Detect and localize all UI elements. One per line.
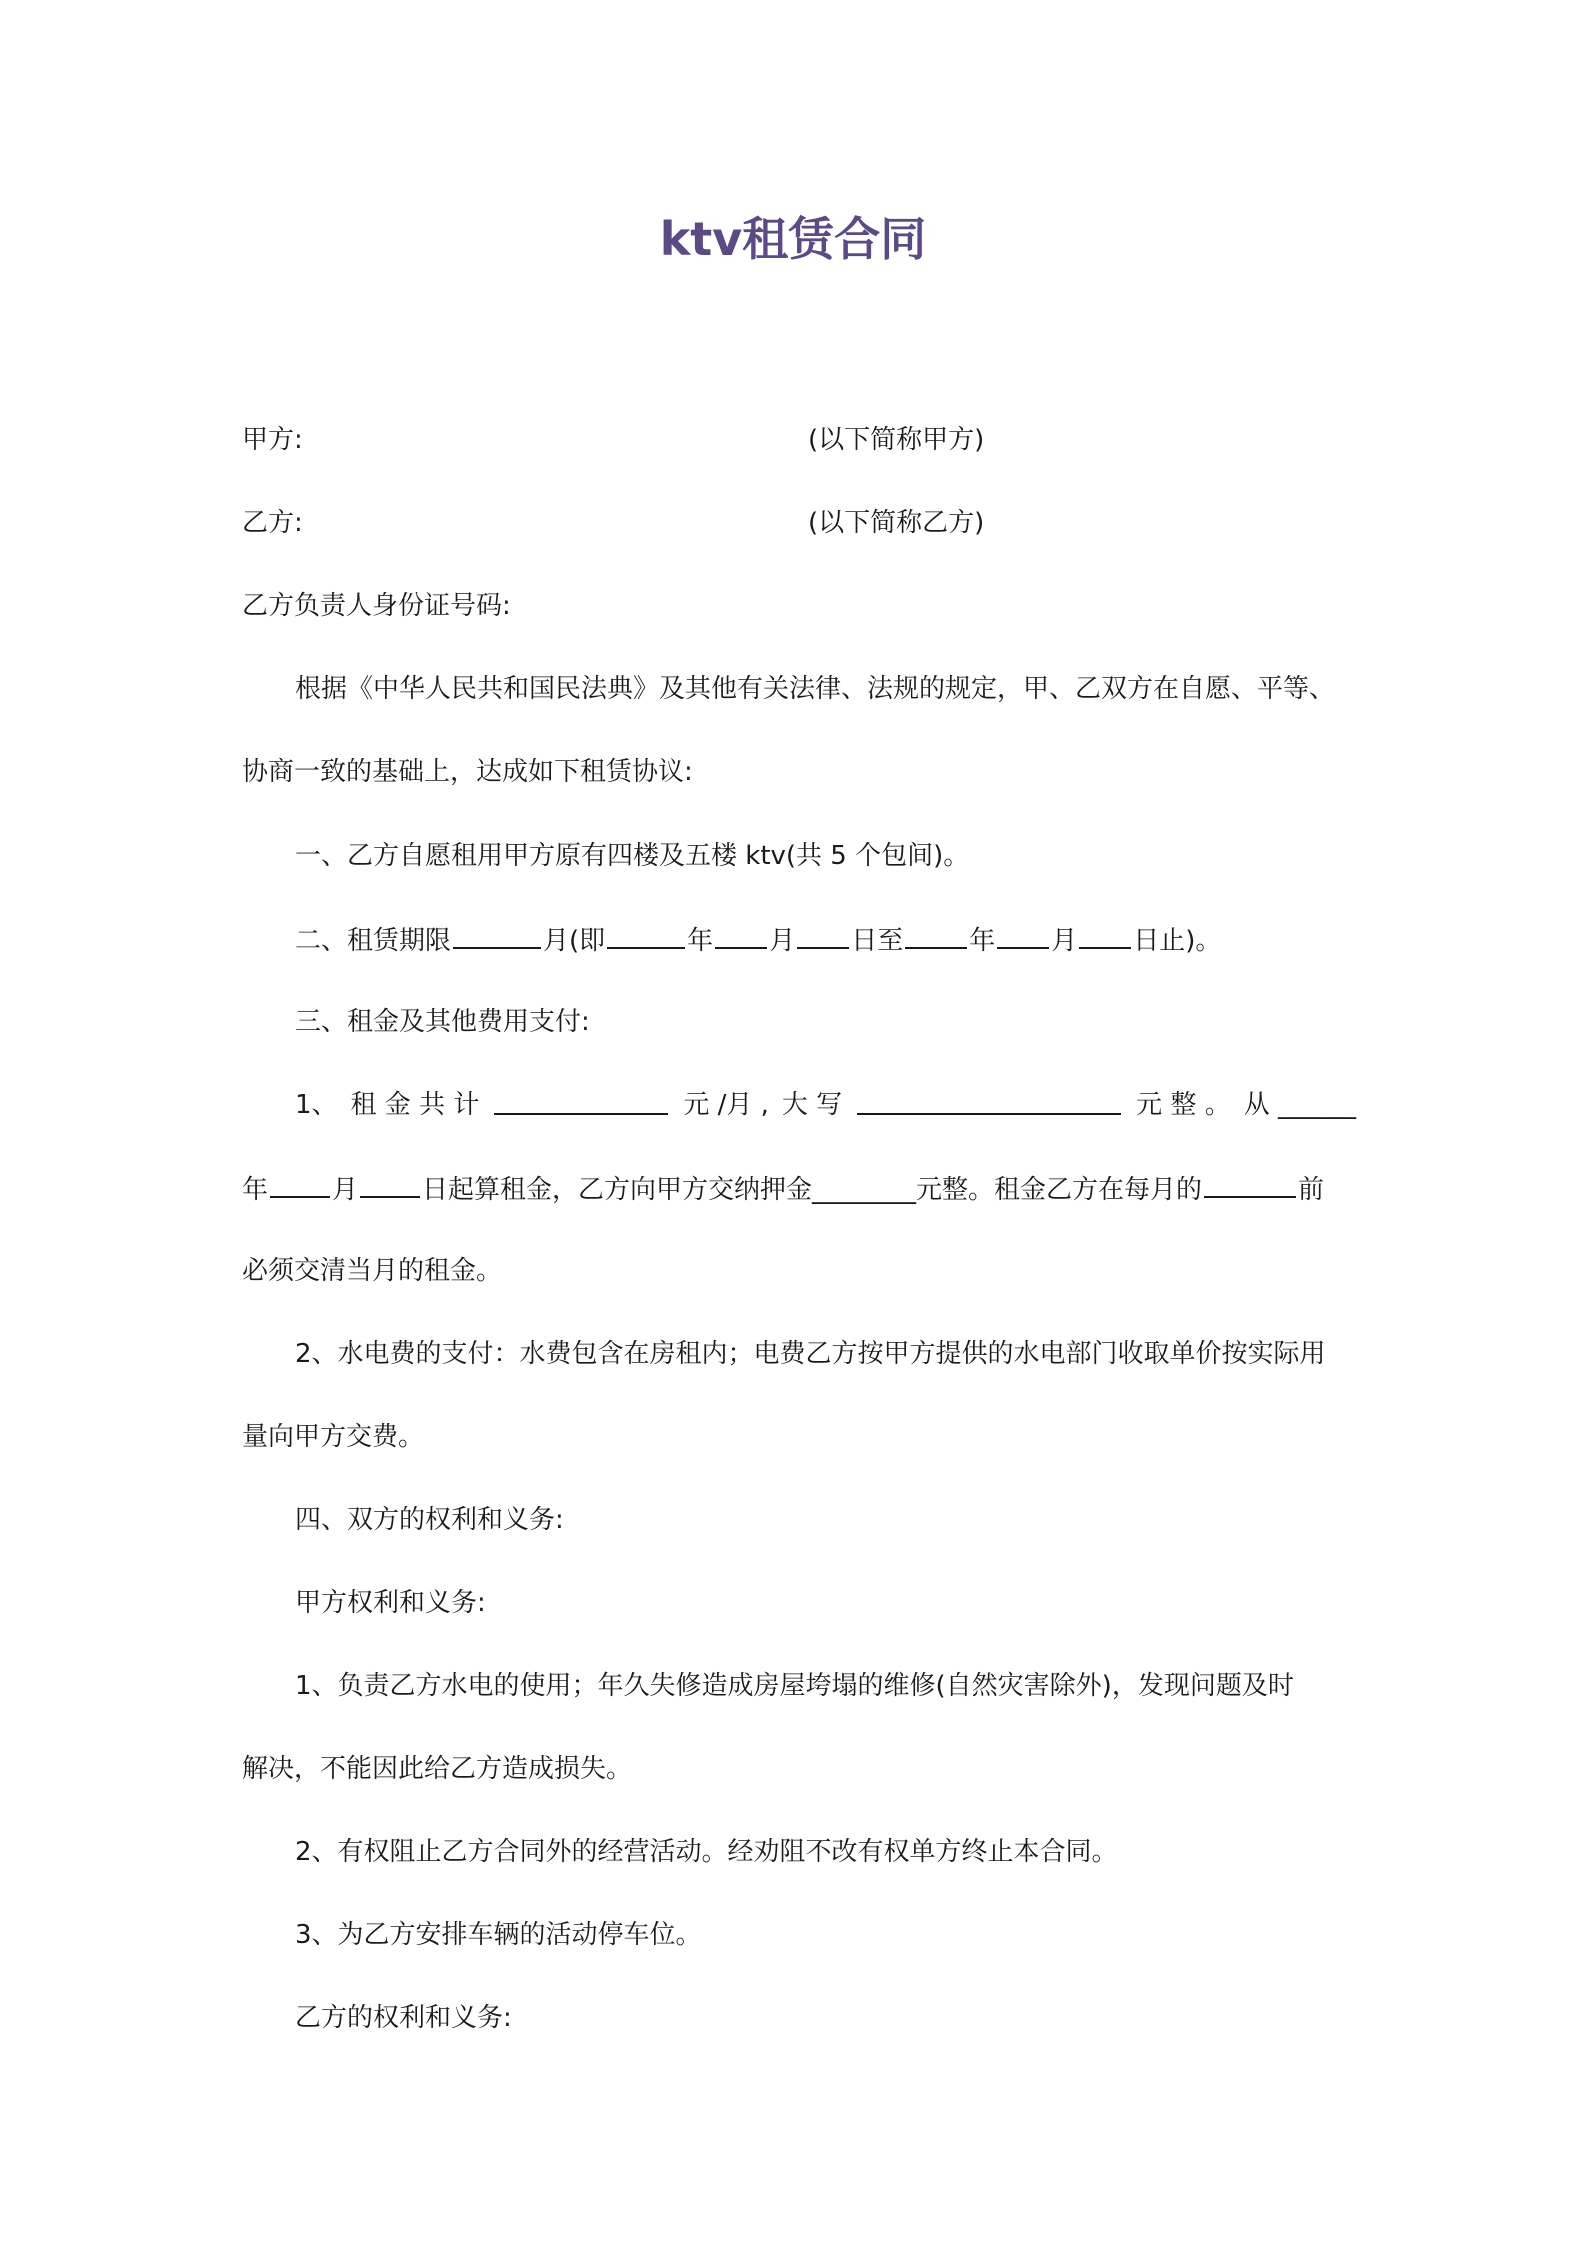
blank-line — [797, 921, 849, 949]
blank-line — [857, 1087, 1121, 1115]
document-title: ktv租赁合同 — [659, 212, 927, 266]
yuan-label: 元 整 。 — [1136, 1090, 1231, 1120]
blank-line — [607, 921, 685, 949]
party-a-item-1-line-2: 解决，不能因此给乙方造成损失。 — [242, 1754, 633, 1784]
clause-2-text: 日止)。 — [1133, 926, 1222, 956]
before-label: 前 — [1298, 1175, 1325, 1205]
blank-line — [453, 921, 541, 949]
clause-3-heading: 三、租金及其他费用支付: — [295, 1007, 590, 1037]
clause-2-text: 月 — [769, 926, 796, 956]
clause-2-text: 月 — [1051, 926, 1078, 956]
party-b-id-label: 乙方负责人身份证号码: — [242, 591, 511, 621]
party-a-note: (以下简称甲方) — [808, 425, 985, 455]
party-b-label: 乙方: — [242, 508, 303, 538]
clause-3-item-2-line-1: 2、水电费的支付：水费包含在房租内；电费乙方按甲方提供的水电部门收取单价按实际用 — [295, 1339, 1326, 1369]
party-a-rights-heading: 甲方权利和义务: — [295, 1588, 486, 1618]
clause-3-item-1-line-1 — [295, 1087, 1356, 1123]
blank-line — [905, 921, 967, 949]
blank-line — [997, 921, 1049, 949]
party-a-label: 甲方: — [242, 425, 303, 455]
preamble-line-1: 根据《中华人民共和国民法典》及其他有关法律、法规的规定，甲、乙双方在自愿、平等、 — [295, 674, 1336, 704]
blank-line — [360, 1170, 420, 1198]
month-label: 月 — [332, 1175, 359, 1205]
clause-2-prefix: 二、租赁期限 — [295, 926, 452, 956]
clause-4-heading: 四、双方的权利和义务: — [295, 1505, 564, 1535]
rent-unit: 元 /月 , — [683, 1090, 769, 1120]
from-label: 从 ______ — [1243, 1090, 1356, 1120]
clause-3-item-2-line-2: 量向甲方交费。 — [242, 1422, 425, 1452]
clause-2-text: 月(即 — [543, 926, 606, 956]
party-a-item-2: 2、有权阻止乙方合同外的经营活动。经劝阻不改有权单方终止本合同。 — [295, 1837, 1118, 1867]
party-a-item-3: 3、为乙方安排车辆的活动停车位。 — [295, 1920, 702, 1950]
item-number: 1、 — [295, 1090, 338, 1120]
clause-1: 一、乙方自愿租用甲方原有四楼及五楼 ktv(共 5 个包间)。 — [295, 841, 970, 871]
capital-label: 大 写 — [781, 1090, 843, 1120]
party-b-note: (以下简称乙方) — [808, 508, 985, 538]
year-label: 年 — [242, 1175, 269, 1205]
blank-line — [270, 1170, 330, 1198]
rent-total-label: 租 金 共 计 — [350, 1090, 480, 1120]
party-a-item-1-line-1: 1、负责乙方水电的使用；年久失修造成房屋垮塌的维修(自然灾害除外)，发现问题及时 — [295, 1671, 1294, 1701]
clause-2-text: 日至 — [851, 926, 904, 956]
blank-line — [1204, 1170, 1296, 1198]
clause-3-item-1-line-2 — [242, 1170, 1324, 1208]
blank-line — [494, 1087, 668, 1115]
clause-3-item-1-line-3: 必须交清当月的租金。 — [242, 1256, 503, 1286]
preamble-line-2: 协商一致的基础上，达成如下租赁协议: — [242, 757, 693, 787]
clause-2 — [295, 921, 1221, 959]
deposit-text: 日起算租金，乙方向甲方交纳押金________元整。租金乙方在每月的 — [422, 1175, 1203, 1205]
clause-2-text: 年 — [969, 926, 996, 956]
clause-2-text: 年 — [687, 926, 714, 956]
party-b-rights-heading: 乙方的权利和义务: — [295, 2003, 512, 2033]
blank-line — [1079, 921, 1131, 949]
blank-line — [715, 921, 767, 949]
